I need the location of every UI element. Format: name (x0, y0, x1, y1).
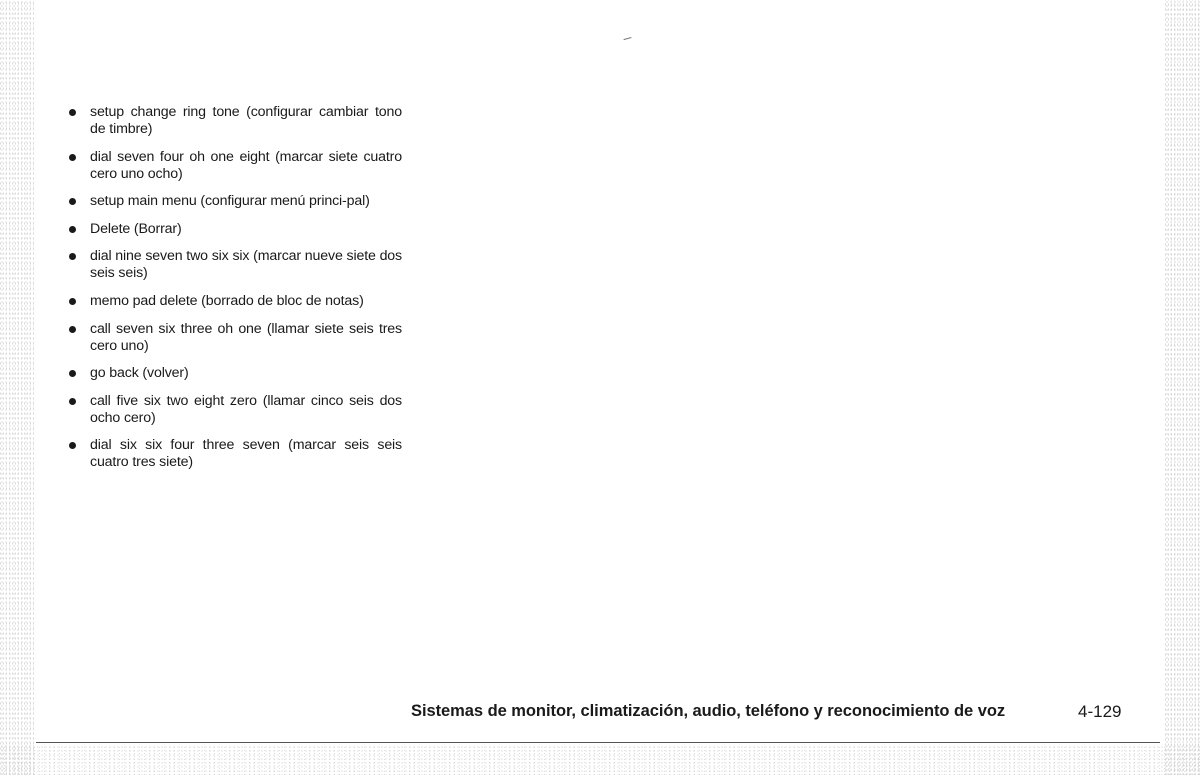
footer-divider (36, 742, 1160, 743)
list-item-text: Delete (Borrar) (90, 220, 182, 237)
bullet-icon (69, 154, 76, 161)
list-item (66, 149, 402, 183)
bullet-icon (69, 398, 76, 405)
scan-edge-bottom (0, 745, 1200, 775)
list-item-text: dial six six four three seven (marcar seis seis cuatro tres siete) (90, 437, 402, 471)
list-item (66, 393, 402, 427)
scan-artifact (623, 37, 632, 44)
list-item (66, 437, 402, 471)
bullet-icon (69, 442, 76, 449)
list-item-text: dial nine seven two six six (marcar nueve siete dos seis seis) (90, 248, 402, 282)
list-item-text: call seven six three oh one (llamar siete seis tres cero uno) (90, 320, 402, 354)
list-item-text: memo pad delete (borrado de bloc de notas) (90, 292, 364, 309)
bullet-icon (69, 226, 76, 233)
bullet-icon (69, 326, 76, 333)
footer-section-title: Sistemas de monitor, climatización, audio, teléfono y reconocimiento de voz (411, 702, 1006, 720)
list-item-text: setup change ring tone (configurar cambiar tono de timbre) (90, 104, 402, 137)
list-item-text: dial seven four oh one eight (marcar siete cuatro cero uno ocho) (90, 148, 402, 182)
page-number: 4-129 (1078, 702, 1122, 721)
bullet-icon (69, 370, 76, 377)
scan-edge-right (1164, 0, 1200, 775)
list-item-text: setup main menu (configurar menú princi-pal) (90, 193, 370, 210)
scan-edge-left (0, 0, 34, 775)
list-item (66, 104, 402, 138)
list-item (66, 193, 402, 210)
bullet-icon (69, 109, 76, 116)
voice-command-list (66, 104, 402, 482)
list-item (66, 221, 402, 238)
bullet-icon (69, 298, 76, 305)
bullet-icon (69, 253, 76, 260)
list-item (66, 365, 402, 382)
bullet-icon (69, 198, 76, 205)
list-item (66, 293, 402, 310)
list-item-text: call five six two eight zero (llamar cinco seis dos ocho cero) (90, 392, 402, 426)
list-item (66, 248, 402, 282)
list-item-text: go back (volver) (90, 365, 189, 382)
list-item (66, 321, 402, 355)
